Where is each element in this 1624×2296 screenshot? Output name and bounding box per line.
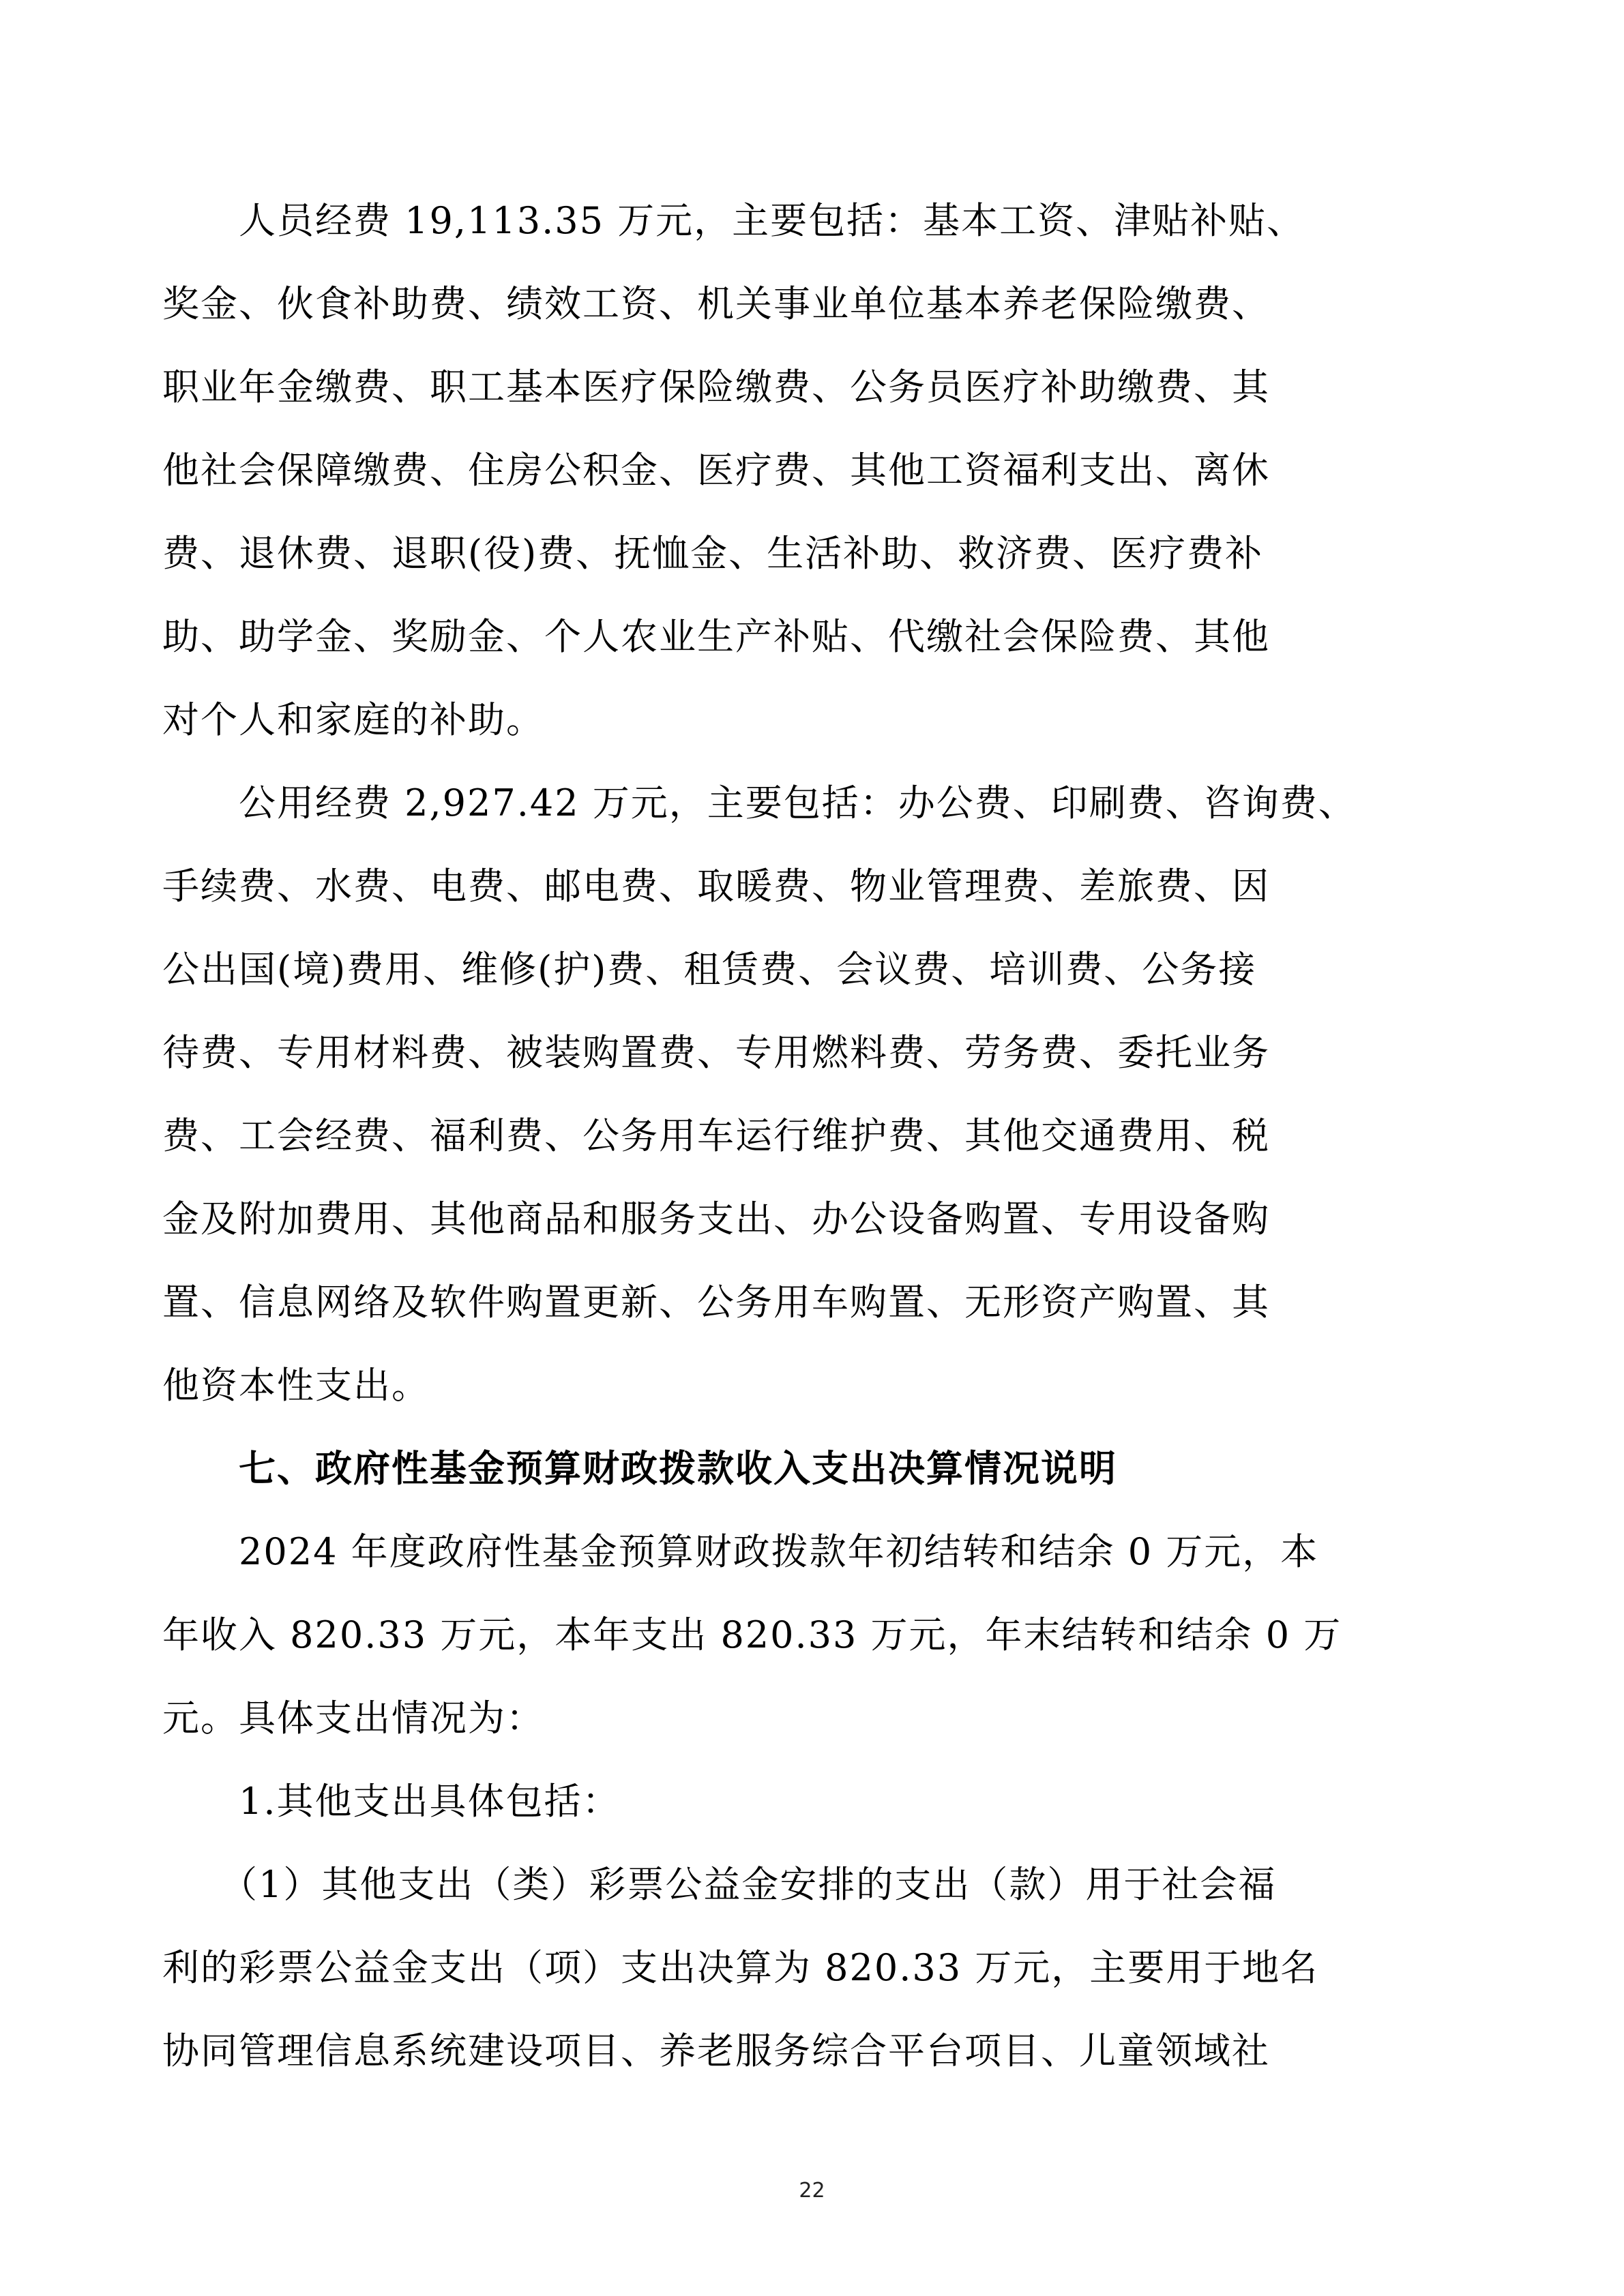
text-line: 他社会保障缴费、住房公积金、医疗费、其他工资福利支出、离休 [162,449,1270,492]
text-line: 1.其他支出具体包括： [162,1780,621,1823]
text-line: 人员经费 19,113.35 万元，主要包括：基本工资、津贴补贴、 [162,199,1305,242]
text-line: 公出国(境)费用、维修(护)费、租赁费、会议费、培训费、公务接 [162,948,1257,991]
text-line: 置、信息网络及软件购置更新、公务用车购置、无形资产购置、其 [162,1281,1270,1324]
text-line: 金及附加费用、其他商品和服务支出、办公设备购置、专用设备购 [162,1197,1270,1240]
page-number: 22 [799,2179,825,2203]
text-line: 2024 年度政府性基金预算财政拨款年初结转和结余 0 万元，本 [162,1530,1319,1573]
text-line: 费、工会经费、福利费、公务用车运行维护费、其他交通费用、税 [162,1114,1270,1157]
text-line: （1）其他支出（类）彩票公益金安排的支出（款）用于社会福 [162,1863,1277,1906]
text-line: 待费、专用材料费、被装购置费、专用燃料费、劳务费、委托业务 [162,1031,1270,1074]
text-line: 年收入 820.33 万元，本年支出 820.33 万元，年末结转和结余 0 万 [162,1613,1342,1656]
text-line: 对个人和家庭的补助。 [162,698,544,741]
text-line: 助、助学金、奖励金、个人农业生产补贴、代缴社会保险费、其他 [162,615,1270,658]
text-line: 奖金、伙食补助费、绩效工资、机关事业单位基本养老保险缴费、 [162,282,1270,325]
text-line: 职业年金缴费、职工基本医疗保险缴费、公务员医疗补助缴费、其 [162,366,1270,408]
text-line: 他资本性支出。 [162,1364,430,1407]
text-line: 费、退休费、退职(役)费、抚恤金、生活补助、救济费、医疗费补 [162,532,1264,575]
text-line: 利的彩票公益金支出（项）支出决算为 820.33 万元，主要用于地名 [162,1946,1319,1989]
section-heading: 七、政府性基金预算财政拨款收入支出决算情况说明 [162,1447,1117,1490]
text-line: 手续费、水费、电费、邮电费、取暖费、物业管理费、差旅费、因 [162,865,1270,908]
text-line: 公用经费 2,927.42 万元，主要包括：办公费、印刷费、咨询费、 [162,781,1357,824]
text-line: 协同管理信息系统建设项目、养老服务综合平台项目、儿童领域社 [162,2029,1270,2072]
text-line: 元。具体支出情况为： [162,1697,544,1740]
